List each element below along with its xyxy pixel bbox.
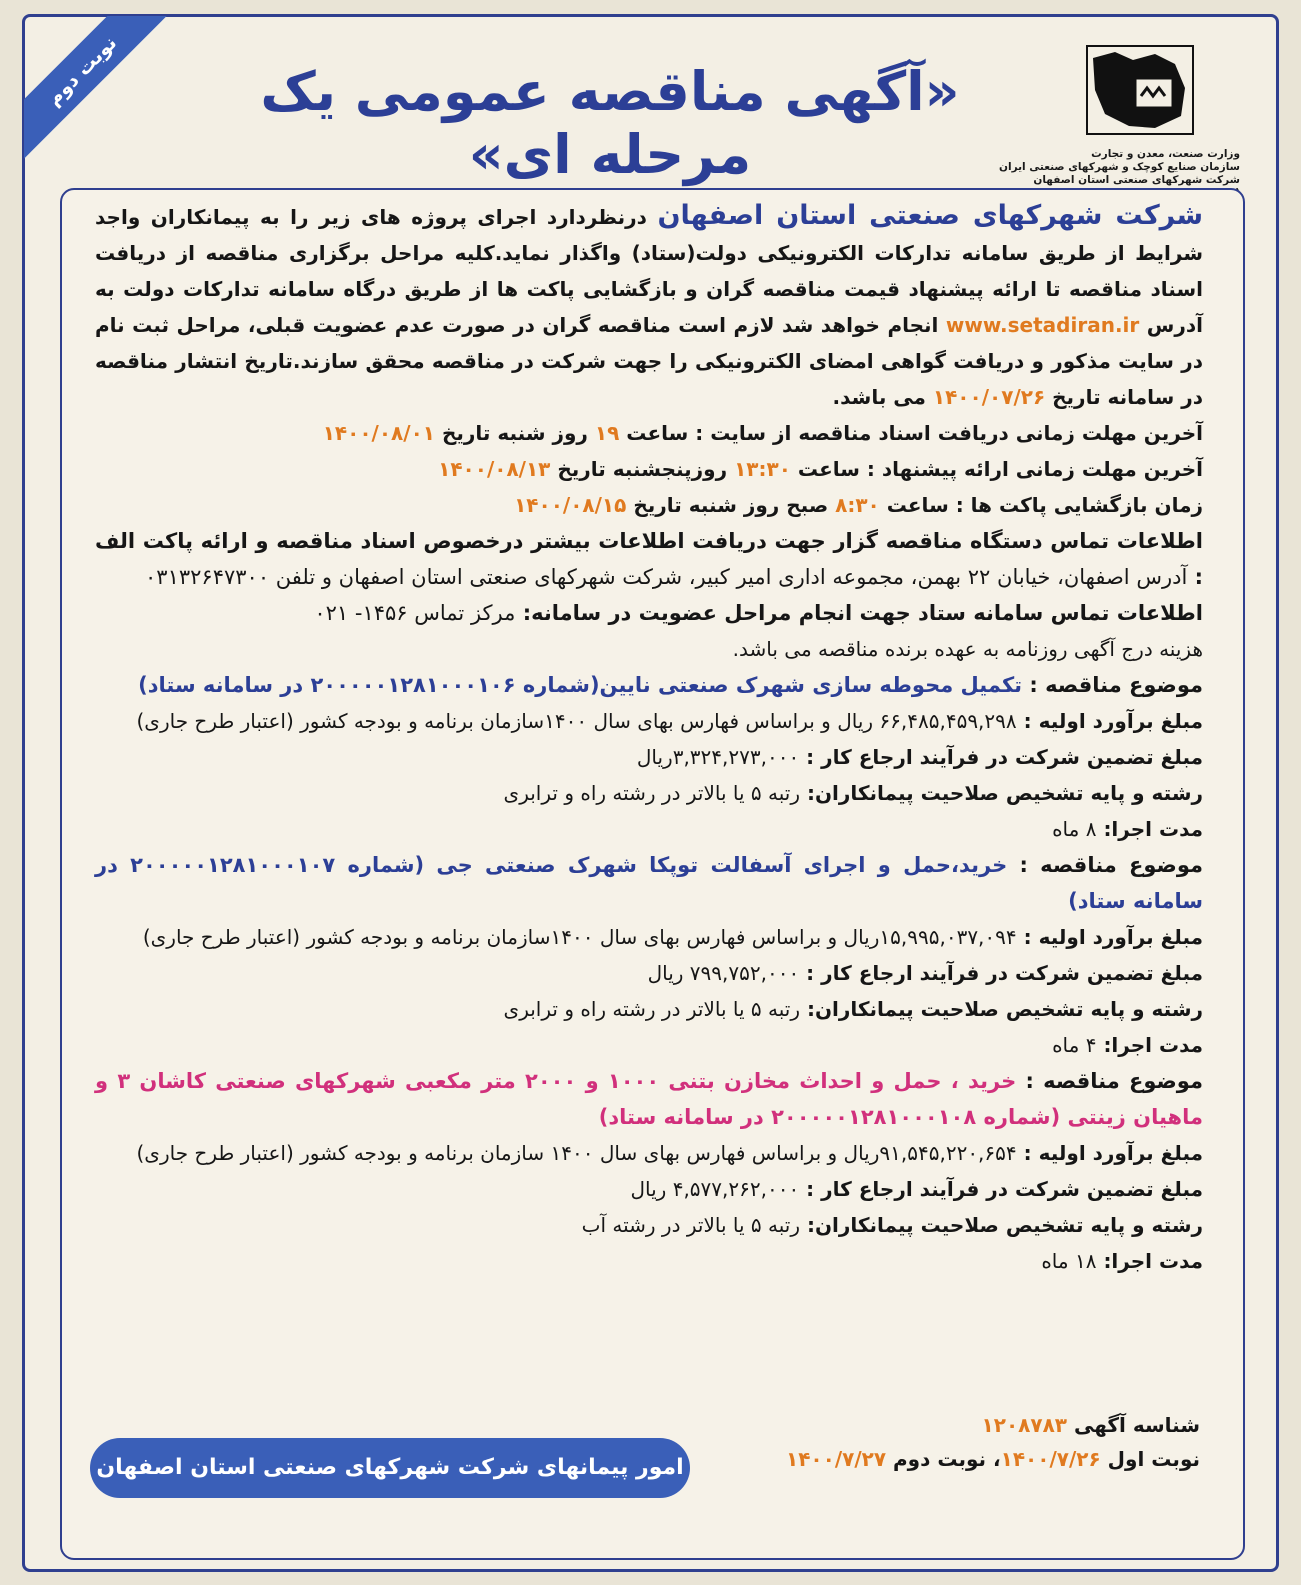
grade-value: رتبه ۵ یا بالاتر در رشته راه و ترابری	[503, 997, 800, 1021]
tender-estimate	[95, 919, 1203, 955]
publish-date: ۱۴۰۰/۰۷/۲۶	[932, 385, 1046, 409]
duration-value: ۱۸ ماه	[1041, 1249, 1097, 1273]
deadline-row	[95, 451, 1203, 487]
tender-guarantee	[95, 1171, 1203, 1207]
second-round-label: ، نوبت دوم	[893, 1447, 1001, 1471]
deadline-date: ۱۴۰۰/۰۸/۱۳	[438, 457, 551, 481]
setad-phone: مرکز تماس ۱۴۵۶- ۰۲۱	[314, 601, 516, 625]
subject-label: موضوع مناقصه :	[1025, 1069, 1203, 1093]
guarantee-label: مبلغ تضمین شرکت در فرآیند ارجاع کار :	[806, 1177, 1203, 1201]
deadline-hour: ۱۹	[594, 421, 620, 445]
ad-id-row	[700, 1408, 1200, 1442]
tender-subject	[95, 847, 1203, 919]
tender-duration	[95, 811, 1203, 847]
tender-grade	[95, 1207, 1203, 1243]
setad-heading: اطلاعات تماس سامانه ستاد جهت انجام مراحل عضویت در سامانه:	[522, 601, 1203, 625]
guarantee-value: ۷۹۹,۷۵۲,۰۰۰ ریال	[647, 961, 800, 985]
organization-logo-icon	[1085, 44, 1195, 136]
ad-id-value: ۱۲۰۸۷۸۳	[981, 1413, 1067, 1437]
estimate-label: مبلغ برآورد اولیه :	[1023, 709, 1203, 733]
guarantee-label: مبلغ تضمین شرکت در فرآیند ارجاع کار :	[806, 745, 1203, 769]
page-title: «آگهی مناقصه عمومی یک مرحله ای»	[260, 60, 960, 186]
deadline-date: ۱۴۰۰/۰۸/۰۱	[322, 421, 435, 445]
ministry-line: سازمان صنایع کوچک و شهرکهای صنعتی ایران	[999, 161, 1240, 173]
estimate-label: مبلغ برآورد اولیه :	[1023, 1141, 1203, 1165]
footer-banner: امور پیمانهای شرکت شهرکهای صنعتی استان اصفهان	[90, 1438, 690, 1498]
deadline-hour: ۸:۳۰	[835, 493, 880, 517]
deadline-label: آخرین مهلت زمانی ارائه پیشنهاد : ساعت	[797, 457, 1203, 481]
guarantee-value: ۴,۵۷۷,۲۶۲,۰۰۰ ریال	[630, 1177, 800, 1201]
corner-badge	[24, 16, 174, 166]
deadline-label: زمان بازگشایی پاکت ها : ساعت	[886, 493, 1203, 517]
intro-text: درنظردارد اجرای پروژه های زیر را به پیمانکاران واجد شرایط از طریق سامانه تدارکات الکترونیکی دولت(ستاد) واگذار نماید.کلیه مراحل برگزاری مناقصه از دریافت اسناد مناقصه تا ارائه پیشنهاد قیمت مناقصه گران و بازگشایی پاکت ها از طریق درگاه سامانه تدارکات دولت به آدرس	[95, 205, 1203, 337]
grade-label: رشته و پایه تشخیص صلاحیت پیمانکاران:	[806, 997, 1203, 1021]
subject-value: تکمیل محوطه سازی شهرک صنعتی نایین(شماره ۲۰۰۰۰۰۱۲۸۱۰۰۰۱۰۶ در سامانه ستاد)	[138, 673, 1023, 697]
duration-label: مدت اجرا:	[1103, 1033, 1203, 1057]
deadline-row	[95, 415, 1203, 451]
deadline-hour: ۱۳:۳۰	[734, 457, 791, 481]
subject-value: خرید ، حمل و احداث مخازن بتنی ۱۰۰۰ و ۲۰۰۰ متر مکعبی شهرکهای صنعتی کاشان ۳ و ماهیان زینتی (شماره ۲۰۰۰۰۰۱۲۸۱۰۰۰۱۰۸ در سامانه ستاد)	[95, 1069, 1203, 1129]
tender-grade	[95, 775, 1203, 811]
deadline-date: ۱۴۰۰/۰۸/۱۵	[514, 493, 627, 517]
estimate-value: ۹۱,۵۴۵,۲۲۰,۶۵۴ریال و براساس فهارس بهای سال ۱۴۰۰ سازمان برنامه و بودجه کشور (اعتبار طرح جاری)	[136, 1141, 1017, 1165]
grade-value: رتبه ۵ یا بالاتر در رشته راه و ترابری	[503, 781, 800, 805]
deadline-day: صبح روز شنبه تاریخ	[633, 493, 829, 517]
footer-info	[700, 1408, 1200, 1476]
duration-value: ۸ ماه	[1052, 817, 1097, 841]
intro-text-3: می باشد.	[832, 385, 926, 409]
publish-rounds-row	[700, 1442, 1200, 1476]
intro-text-2: انجام خواهد شد لازم است مناقصه گران در صورت عدم عضویت قبلی، مراحل ثبت نام در سایت مذکور و دریافت گواهی امضای الکترونیکی را جهت شرکت در مناقصه محقق سازند.تاریخ انتشار مناقصه در سامانه تاریخ	[95, 313, 1203, 409]
duration-label: مدت اجرا:	[1103, 817, 1203, 841]
deadline-row	[95, 487, 1203, 523]
tender-guarantee	[95, 955, 1203, 991]
tender-duration	[95, 1243, 1203, 1279]
estimate-value: ۶۶,۴۸۵,۴۵۹,۲۹۸ ریال و براساس فهارس بهای سال ۱۴۰۰سازمان برنامه و بودجه کشور (اعتبار طرح جاری)	[136, 709, 1017, 733]
grade-label: رشته و پایه تشخیص صلاحیت پیمانکاران:	[806, 1213, 1203, 1237]
grade-value: رتبه ۵ یا بالاتر در رشته آب	[581, 1213, 800, 1237]
deadline-label: آخرین مهلت زمانی دریافت اسناد مناقصه از سایت : ساعت	[626, 421, 1203, 445]
subject-label: موضوع مناقصه :	[1019, 853, 1203, 877]
first-round-label: نوبت اول	[1107, 1447, 1200, 1471]
second-round-date: ۱۴۰۰/۷/۲۷	[785, 1447, 887, 1471]
deadline-day: روز شنبه تاریخ	[441, 421, 588, 445]
ad-id-label: شناسه آگهی	[1073, 1413, 1200, 1437]
estimate-label: مبلغ برآورد اولیه :	[1023, 925, 1203, 949]
contact-heading: اطلاعات تماس دستگاه مناقصه گزار جهت دریافت اطلاعات بیشتر درخصوص اسناد مناقصه و ارائه پاکت الف :	[95, 529, 1203, 589]
tender-subject	[95, 667, 1203, 703]
ministry-line: شرکت شهرکهای صنعتی استان اصفهان	[1033, 174, 1240, 186]
tender-grade	[95, 991, 1203, 1027]
tender-estimate	[95, 1135, 1203, 1171]
tender-subject	[95, 1063, 1203, 1135]
deadline-day: روزپنجشنبه تاریخ	[557, 457, 728, 481]
guarantee-label: مبلغ تضمین شرکت در فرآیند ارجاع کار :	[806, 961, 1203, 985]
guarantee-value: ۳,۳۲۴,۲۷۳,۰۰۰ریال	[636, 745, 800, 769]
announcement-body	[95, 198, 1203, 1279]
first-round-date: ۱۴۰۰/۷/۲۶	[1000, 1447, 1101, 1471]
subject-label: موضوع مناقصه :	[1029, 673, 1203, 697]
cost-note: هزینه درج آگهی روزنامه به عهده برنده مناقصه می باشد.	[732, 637, 1203, 661]
subject-value: خرید،حمل و اجرای آسفالت توپکا شهرک صنعتی جی (شماره ۲۰۰۰۰۰۱۲۸۱۰۰۰۱۰۷ در سامانه ستاد)	[95, 853, 1203, 913]
duration-value: ۴ ماه	[1052, 1033, 1097, 1057]
duration-label: مدت اجرا:	[1103, 1249, 1203, 1273]
website-link[interactable]: www.setadiran.ir	[945, 313, 1140, 337]
company-name: شرکت شهرکهای صنعتی استان اصفهان	[657, 200, 1203, 231]
tender-duration	[95, 1027, 1203, 1063]
tender-estimate	[95, 703, 1203, 739]
estimate-value: ۱۵,۹۹۵,۰۳۷,۰۹۴ریال و براساس فهارس بهای سال ۱۴۰۰سازمان برنامه و بودجه کشور (اعتبار طرح جاری)	[142, 925, 1017, 949]
tender-guarantee	[95, 739, 1203, 775]
badge-label: نوبت دوم	[24, 16, 174, 164]
ministry-line: وزارت صنعت، معدن و تجارت	[1091, 148, 1240, 160]
contact-address: آدرس اصفهان، خیابان ۲۲ بهمن، مجموعه اداری امیر کبیر، شرکت شهرکهای صنعتی استان اصفهان و تلفن ۰۳۱۳۲۶۴۷۳۰۰	[145, 565, 1188, 589]
grade-label: رشته و پایه تشخیص صلاحیت پیمانکاران:	[806, 781, 1203, 805]
